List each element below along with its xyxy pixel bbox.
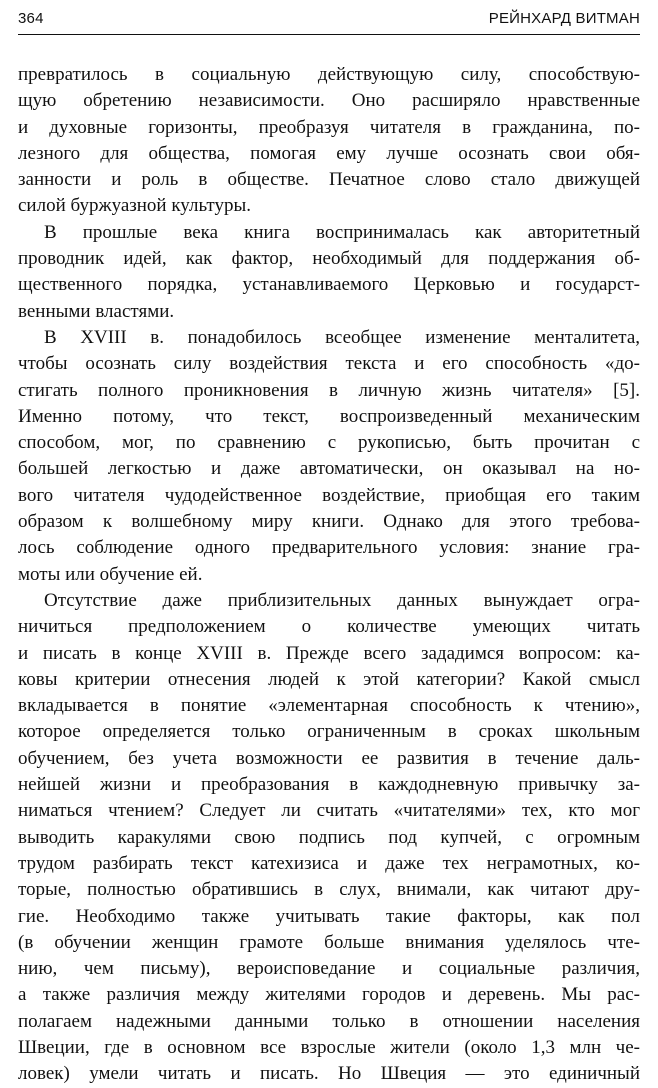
text-line: Швеции, где в основном все взрослые жители (около 1,3 млн че- [18, 1036, 640, 1058]
text-line: В прошлые века книга воспринималась как авторитетный [44, 221, 640, 243]
running-head: РЕЙНХАРД ВИТМАН [488, 10, 640, 27]
text-line: щую обретению независимости. Оно расширяло нравственные [18, 90, 640, 112]
text-line: и писать в конце XVIII в. Прежде всего зададимся вопросом: ка- [18, 642, 640, 664]
text-line: трудом разбирать текст катехизиса и даже тех неграмотных, ко- [18, 852, 640, 874]
text-line: нию, чем письму), вероисповедание и социальные различия, [18, 958, 640, 980]
text-line: которое определяется только ограниченным в сроках школьным [18, 721, 640, 743]
text-line: торые, полностью обратившись в слух, внимали, как читают дру- [18, 879, 640, 901]
text-line: занности и роль в обществе. Печатное слово стало движущей [18, 169, 640, 191]
text-line: превратилось в социальную действующую силу, способствую- [18, 64, 640, 85]
text-line: гие. Необходимо также учитывать такие факторы, как пол [18, 905, 640, 927]
text-line: стигать полного проникновения в личную жизнь читателя» [5]. [18, 379, 640, 401]
text-line: ничиться предположением о количестве умеющих читать [18, 616, 640, 638]
text-line: а также различия между жителями городов и деревень. Мы рас- [18, 984, 640, 1006]
text-line: лезного для общества, помогая ему лучше осознать свои обя- [18, 142, 640, 164]
text-line: нейшей жизни и преобразования в каждодневную привычку за- [18, 774, 640, 796]
paragraph-4 [18, 588, 640, 1088]
text-line: вого читателя чудодейственное воздействие, приобщая его таким [18, 484, 640, 506]
text-line: ковы критерии отнесения людей к этой категории? Какой смысл [18, 668, 640, 690]
text-line: моты или обучение ей. [18, 563, 203, 585]
paragraph-2 [18, 220, 640, 325]
text-line: щественного порядка, устанавливаемого Церковью и государст- [18, 274, 640, 296]
text-line: полагаем надежными данными только в отношении населения [18, 1010, 640, 1032]
text-line: большей легкостью и даже автоматически, он оказывал на но- [18, 458, 640, 480]
text-line: ловек) умели читать и писать. Но Швеция — это единичный [18, 1063, 640, 1085]
text-line: обучением, без учета возможности ее развития в течение даль- [18, 747, 640, 769]
body-text [18, 62, 640, 1088]
text-line: чтобы осознать силу воздействия текста и его способность «до- [18, 353, 640, 375]
text-line: образом к волшебному миру книги. Однако для этого требова- [18, 511, 640, 533]
text-line: и духовные горизонты, преобразуя читателя в гражданина, по- [18, 116, 640, 138]
text-line: проводник идей, как фактор, необходимый для поддержания об- [18, 248, 640, 270]
paragraph-1 [18, 62, 640, 220]
paragraph-3 [18, 325, 640, 588]
text-line: ниматься чтением? Следует ли считать «читателями» тех, кто мог [18, 800, 640, 822]
text-line: (в обучении женщин грамоте больше внимания уделялось чте- [18, 931, 640, 953]
text-line: В XVIII в. понадобилось всеобщее изменение менталитета, [44, 326, 640, 348]
text-line: силой буржуазной культуры. [18, 195, 251, 217]
text-line: Именно потому, что текст, воспроизведенный механическим [18, 405, 640, 427]
page-number: 364 [18, 10, 44, 27]
text-line: Отсутствие даже приблизительных данных вынуждает огра- [44, 589, 640, 611]
text-line: способом, мог, по сравнению с рукописью, быть прочитан с [18, 432, 640, 454]
text-line: выводить каракулями свою подпись под купчей, с огромным [18, 826, 640, 848]
text-line: вкладывается в понятие «элементарная способность к чтению», [18, 695, 640, 717]
text-line: лось соблюдение одного предварительного условия: знание гра- [18, 537, 640, 559]
text-line: венными властями. [18, 300, 175, 322]
page-header [18, 4, 640, 35]
